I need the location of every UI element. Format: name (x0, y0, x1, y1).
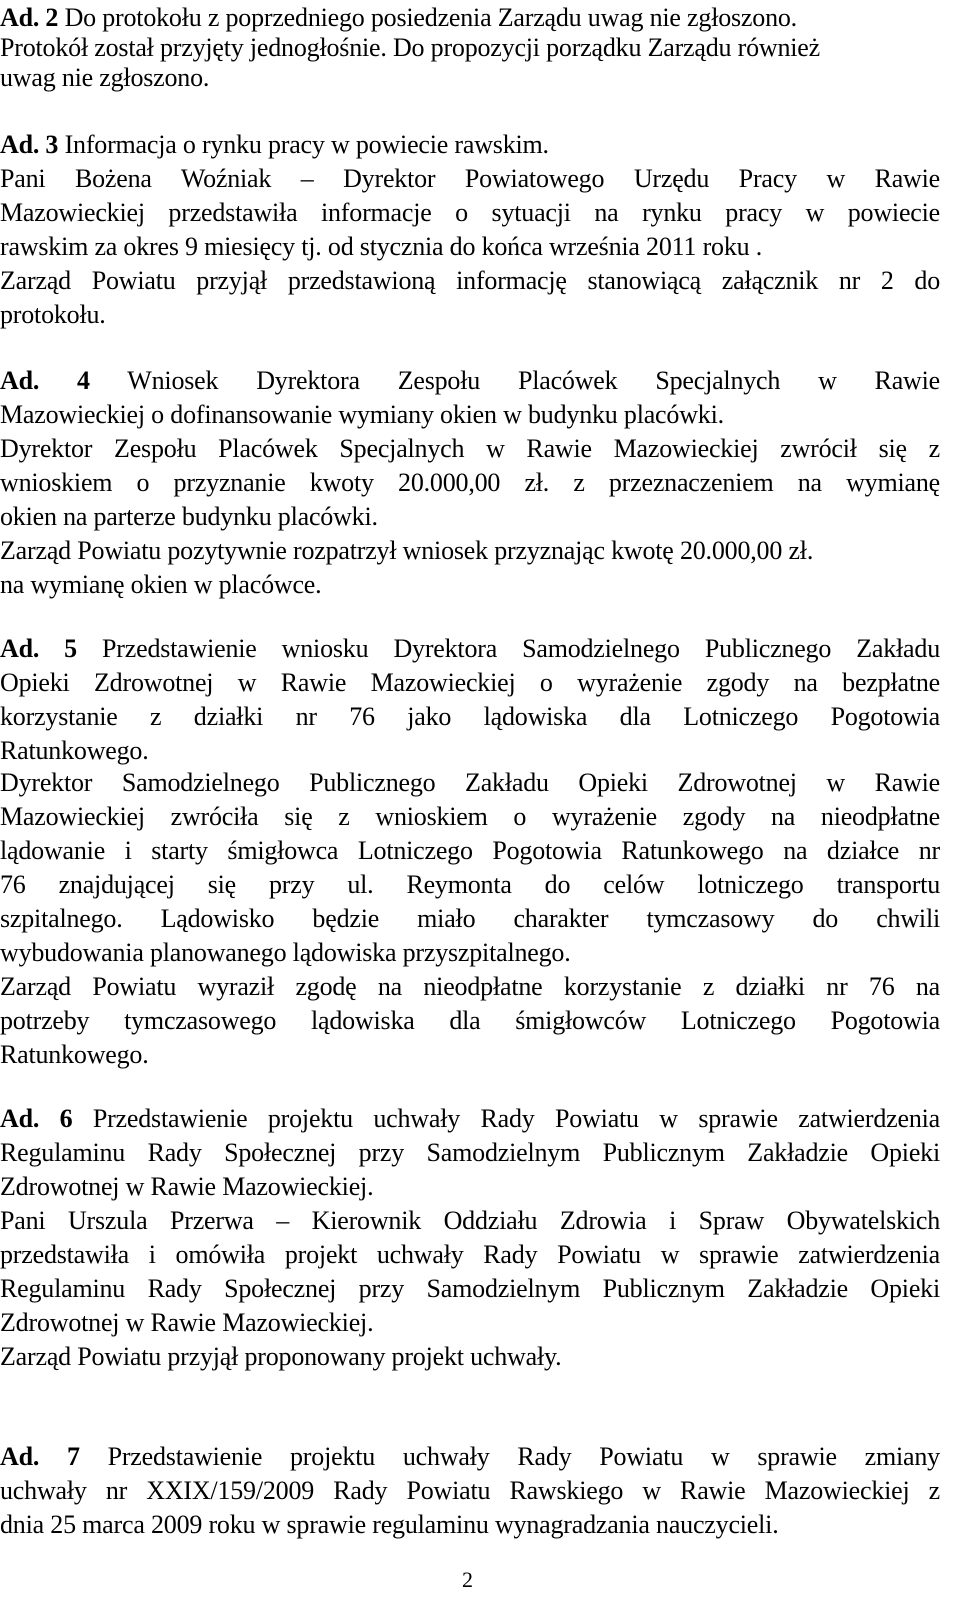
ad2-line-1 (0, 3, 940, 33)
ad5-title-3: korzystanie z działki nr 76 jako lądowiska dla Lotniczego Pogotowia (0, 702, 940, 731)
ad4-title-2: Mazowieckiej o dofinansowanie wymiany okien w budynku placówki. (0, 400, 724, 429)
ad2-line-2: Protokół został przyjęty jednogłośnie. Do propozycji porządku Zarządu również (0, 33, 820, 62)
ad5-title-1: Przedstawienie wniosku Dyrektora Samodzielnego Publicznego Zakładu (102, 634, 940, 663)
ad4-line-5: na wymianę okien w placówce. (0, 570, 322, 599)
ad7-title-3: dnia 25 marca 2009 roku w sprawie regulaminu wynagradzania nauczycieli. (0, 1510, 779, 1539)
ad6-line-4: Zdrowotnej w Rawie Mazowieckiej. (0, 1308, 374, 1337)
ad5-line-4: 76 znajdującej się przy ul. Reymonta do celów lotniczego transportu (0, 870, 940, 899)
ad6-title-3: Zdrowotnej w Rawie Mazowieckiej. (0, 1172, 374, 1201)
ad7-title-1: Przedstawienie projektu uchwały Rady Powiatu w sprawie zmiany (107, 1442, 940, 1471)
ad5-line-1: Dyrektor Samodzielnego Publicznego Zakładu Opieki Zdrowotnej w Rawie (0, 768, 940, 797)
ad4-heading (0, 366, 940, 396)
ad3-label: Ad. 3 (0, 130, 59, 159)
ad3-line-4: Zarząd Powiatu przyjął przedstawioną informację stanowiącą załącznik nr 2 do (0, 266, 940, 295)
ad6-line-2: przedstawiła i omówiła projekt uchwały Rady Powiatu w sprawie zatwierdzenia (0, 1240, 940, 1269)
ad6-line-3: Regulaminu Rady Społecznej przy Samodzielnym Publicznym Zakładzie Opieki (0, 1274, 940, 1303)
ad3-line-3: rawskim za okres 9 miesięcy tj. od stycznia do końca września 2011 roku . (0, 232, 763, 261)
ad6-label: Ad. 6 (0, 1104, 73, 1133)
ad2-text: Do protokołu z poprzedniego posiedzenia Zarządu uwag nie zgłoszono. (64, 3, 797, 32)
ad5-line-5: szpitalnego. Lądowisko będzie miało charakter tymczasowy do chwili (0, 904, 940, 933)
ad4-line-2: wnioskiem o przyznanie kwoty 20.000,00 zł. z przeznaczeniem na wymianę (0, 468, 940, 497)
ad3-line-1: Pani Bożena Woźniak – Dyrektor Powiatowego Urzędu Pracy w Rawie (0, 164, 940, 193)
ad6-heading (0, 1104, 940, 1134)
ad7-title-2: uchwały nr XXIX/159/2009 Rady Powiatu Rawskiego w Rawie Mazowieckiej z (0, 1476, 940, 1505)
ad7-heading (0, 1442, 940, 1472)
ad4-title-1: Wniosek Dyrektora Zespołu Placówek Specjalnych w Rawie (127, 366, 940, 395)
ad3-title: Informacja o rynku pracy w powiecie rawskim. (64, 130, 549, 159)
ad5-label: Ad. 5 (0, 634, 77, 663)
ad2-line-3: uwag nie zgłoszono. (0, 63, 210, 92)
ad7-label: Ad. 7 (0, 1442, 80, 1471)
ad6-title-2: Regulaminu Rady Społecznej przy Samodzielnym Publicznym Zakładzie Opieki (0, 1138, 940, 1167)
ad6-line-1: Pani Urszula Przerwa – Kierownik Oddziału Zdrowia i Spraw Obywatelskich (0, 1206, 940, 1235)
ad5-title-2: Opieki Zdrowotnej w Rawie Mazowieckiej o wyrażenie zgody na bezpłatne (0, 668, 940, 697)
ad6-title-1: Przedstawienie projektu uchwały Rady Powiatu w sprawie zatwierdzenia (92, 1104, 940, 1133)
ad3-line-5: protokołu. (0, 300, 106, 329)
ad4-line-3: okien na parterze budynku placówki. (0, 502, 378, 531)
page-number: 2 (462, 1567, 473, 1592)
ad4-line-4: Zarząd Powiatu pozytywnie rozpatrzył wniosek przyznając kwotę 20.000,00 zł. (0, 536, 814, 565)
ad5-line-9: Ratunkowego. (0, 1040, 149, 1069)
ad5-line-6: wybudowania planowanego lądowiska przyszpitalnego. (0, 938, 571, 967)
ad6-line-5: Zarząd Powiatu przyjął proponowany projekt uchwały. (0, 1342, 562, 1371)
ad5-line-8: potrzeby tymczasowego lądowiska dla śmigłowców Lotniczego Pogotowia (0, 1006, 940, 1035)
ad2-label: Ad. 2 (0, 3, 59, 32)
ad5-line-7: Zarząd Powiatu wyraził zgodę na nieodpłatne korzystanie z działki nr 76 na (0, 972, 940, 1001)
ad4-label: Ad. 4 (0, 366, 90, 395)
ad5-heading (0, 634, 940, 664)
ad5-line-2: Mazowieckiej zwróciła się z wnioskiem o wyrażenie zgody na nieodpłatne (0, 802, 940, 831)
ad5-line-3: lądowanie i starty śmigłowca Lotniczego Pogotowia Ratunkowego na działce nr (0, 836, 940, 865)
ad3-heading (0, 130, 940, 160)
ad3-line-2: Mazowieckiej przedstawiła informacje o sytuacji na rynku pracy w powiecie (0, 198, 940, 227)
ad4-line-1: Dyrektor Zespołu Placówek Specjalnych w Rawie Mazowieckiej zwrócił się z (0, 434, 940, 463)
ad5-title-4: Ratunkowego. (0, 736, 149, 765)
